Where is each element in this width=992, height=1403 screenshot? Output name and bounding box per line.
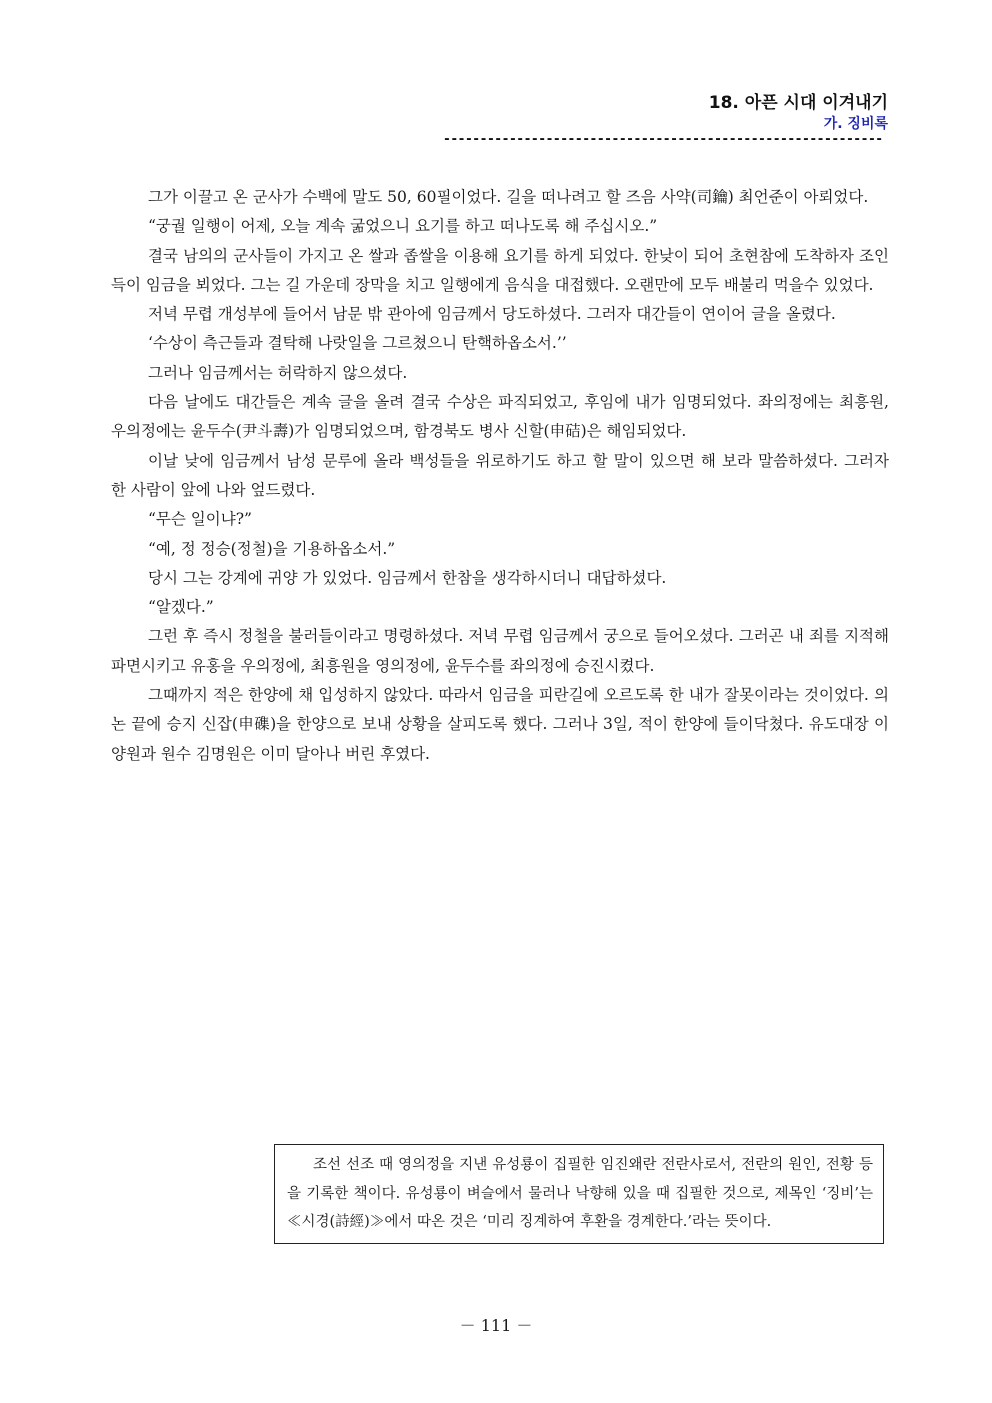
paragraph: 결국 남의의 군사들이 가지고 온 쌀과 좁쌀을 이용해 요기를 하게 되었다. 한낮이 되어 초현참에 도착하자 조인득이 임금을 뵈었다. 그는 길 가운데 장막을 치고 일행에게 음식을 대접했다. 오랜만에 모두 배불리 먹을수 있었다. — [111, 246, 889, 294]
paragraph: 저녁 무렵 개성부에 들어서 남문 밖 관아에 임금께서 당도하셨다. 그러자 대간들이 연이어 글을 올렸다. — [148, 305, 836, 324]
footnote-box: 조선 선조 때 영의정을 지낸 유성룡이 집필한 임진왜란 전란사로서, 전란의 원인, 전황 등을 기록한 책이다. 유성룡이 벼슬에서 물러나 낙향해 있을 때 집필한 것으로, 제목인 ‘징비’는 ≪시경(詩經)≫에서 따온 것은 ‘미리 징계하여 후환을 경계한다.’라는 뜻이다. — [274, 1144, 884, 1244]
paragraph: 그런 후 즉시 정철을 불러들이라고 명령하셨다. 저녁 무렵 임금께서 궁으로 들어오셨다. 그러곤 내 죄를 지적해 파면시키고 유홍을 우의정에, 최흥원을 영의정에, 윤두수를 좌의정에 승진시켰다. — [111, 627, 889, 675]
paragraph: 그가 이끌고 온 군사가 수백에 말도 50, 60필이었다. 길을 떠나려고 할 즈음 사약(司鑰) 최언준이 아뢰었다. — [148, 188, 869, 206]
body-text — [111, 183, 889, 769]
paragraph: “알겠다.” — [148, 598, 214, 617]
paragraph: 그때까지 적은 한양에 채 입성하지 않았다. 따라서 임금을 피란길에 오르도록 한 내가 잘못이라는 것이었다. 의논 끝에 승지 신잡(申磼)을 한양으로 보내 상황을 살피도록 했다. 그러나 3일, 적이 한양에 들이닥쳤다. 유도대장 이양원과 원수 김명원은 이미 달아나 버린 후였다. — [111, 686, 889, 763]
page-number: － 111 － — [459, 1316, 533, 1335]
paragraph: 이날 낮에 임금께서 남성 문루에 올라 백성들을 위로하기도 하고 할 말이 있으면 해 보라 말씀하셨다. 그러자 한 사람이 앞에 나와 엎드렸다. — [111, 451, 889, 499]
paragraph: “예, 정 정승(정철)을 기용하옵소서.” — [148, 539, 396, 558]
paragraph: 그러나 임금께서는 허락하지 않으셨다. — [148, 363, 408, 382]
paragraph: 당시 그는 강계에 귀양 가 있었다. 임금께서 한참을 생각하시더니 대답하셨다. — [148, 568, 667, 587]
chapter-title: 18. 아픈 시대 이겨내기 — [708, 93, 888, 113]
paragraph: 다음 날에도 대간들은 계속 글을 올려 결국 수상은 파직되었고, 후임에 내가 임명되었다. 좌의정에는 최흥원, 우의정에는 윤두수(尹斗壽)가 임명되었으며, 함경북도 병사 신할(申硈)은 해임되었다. — [111, 393, 889, 441]
paragraph: ‘수상이 측근들과 결탁해 나랏일을 그르쳤으니 탄핵하옵소서.’’ — [148, 334, 567, 353]
page-header — [709, 92, 888, 134]
paragraph: “무슨 일이냐?” — [148, 510, 252, 529]
paragraph: “궁궐 일행이 어제, 오늘 계속 굶었으니 요기를 하고 떠나도록 해 주십시오.” — [148, 217, 658, 236]
section-title: 가. 징비록 — [823, 116, 888, 132]
header-rule: ------------------------------------------------------------ — [443, 132, 883, 147]
